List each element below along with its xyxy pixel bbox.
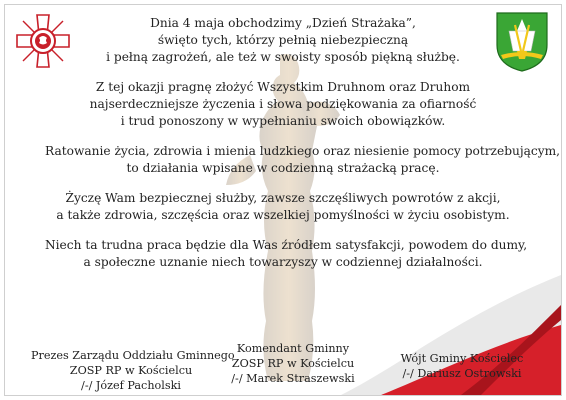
signature-commander: Komendant Gminny ZOSP RP w Kościelcu /-/ Marek Straszewski — [231, 342, 355, 385]
paragraph-2: Z tej okazji pragnę złożyć Wszystkim Druhnom oraz Druhom najserdeczniejsze życzenia i słowa podziękowania za ofiarność i trud ponoszony w wypełnianiu swoich obowiązków. — [89, 80, 477, 128]
paragraph-4: Życzę Wam bezpiecznej służby, zawsze szczęśliwych powrotów z akcji, a także zdrowia, szczęścia oraz wszelkiej pomyślności w życiu osobistym. — [56, 191, 510, 222]
greeting-text — [45, 15, 561, 284]
greeting-card — [4, 4, 562, 396]
signature-mayor: Wójt Gminy Kościelec /-/ Dariusz Ostrowski — [400, 352, 524, 380]
paragraph-5: Niech ta trudna praca będzie dla Was źródłem satysfakcji, powodem do dumy, a społeczne uznanie niech towarzyszy w codziennej działalności. — [45, 238, 528, 269]
paragraph-3: Ratowanie życia, zdrowia i mienia ludzkiego oraz niesienie pomocy potrzebującym, to działania wpisane w codzienną strażacką pracę. — [45, 144, 561, 175]
signature-osp-president: Prezes Zarządu Oddziału Gminnego ZOSP RP w Kościelcu /-/ Józef Pacholski — [31, 349, 235, 392]
paragraph-1: Dnia 4 maja obchodzimy „Dzień Strażaka”, święto tych, którzy pełnią niebezpieczną i pełną zagrożeń, ale też w swoisty sposób piękną służbę. — [106, 16, 460, 64]
